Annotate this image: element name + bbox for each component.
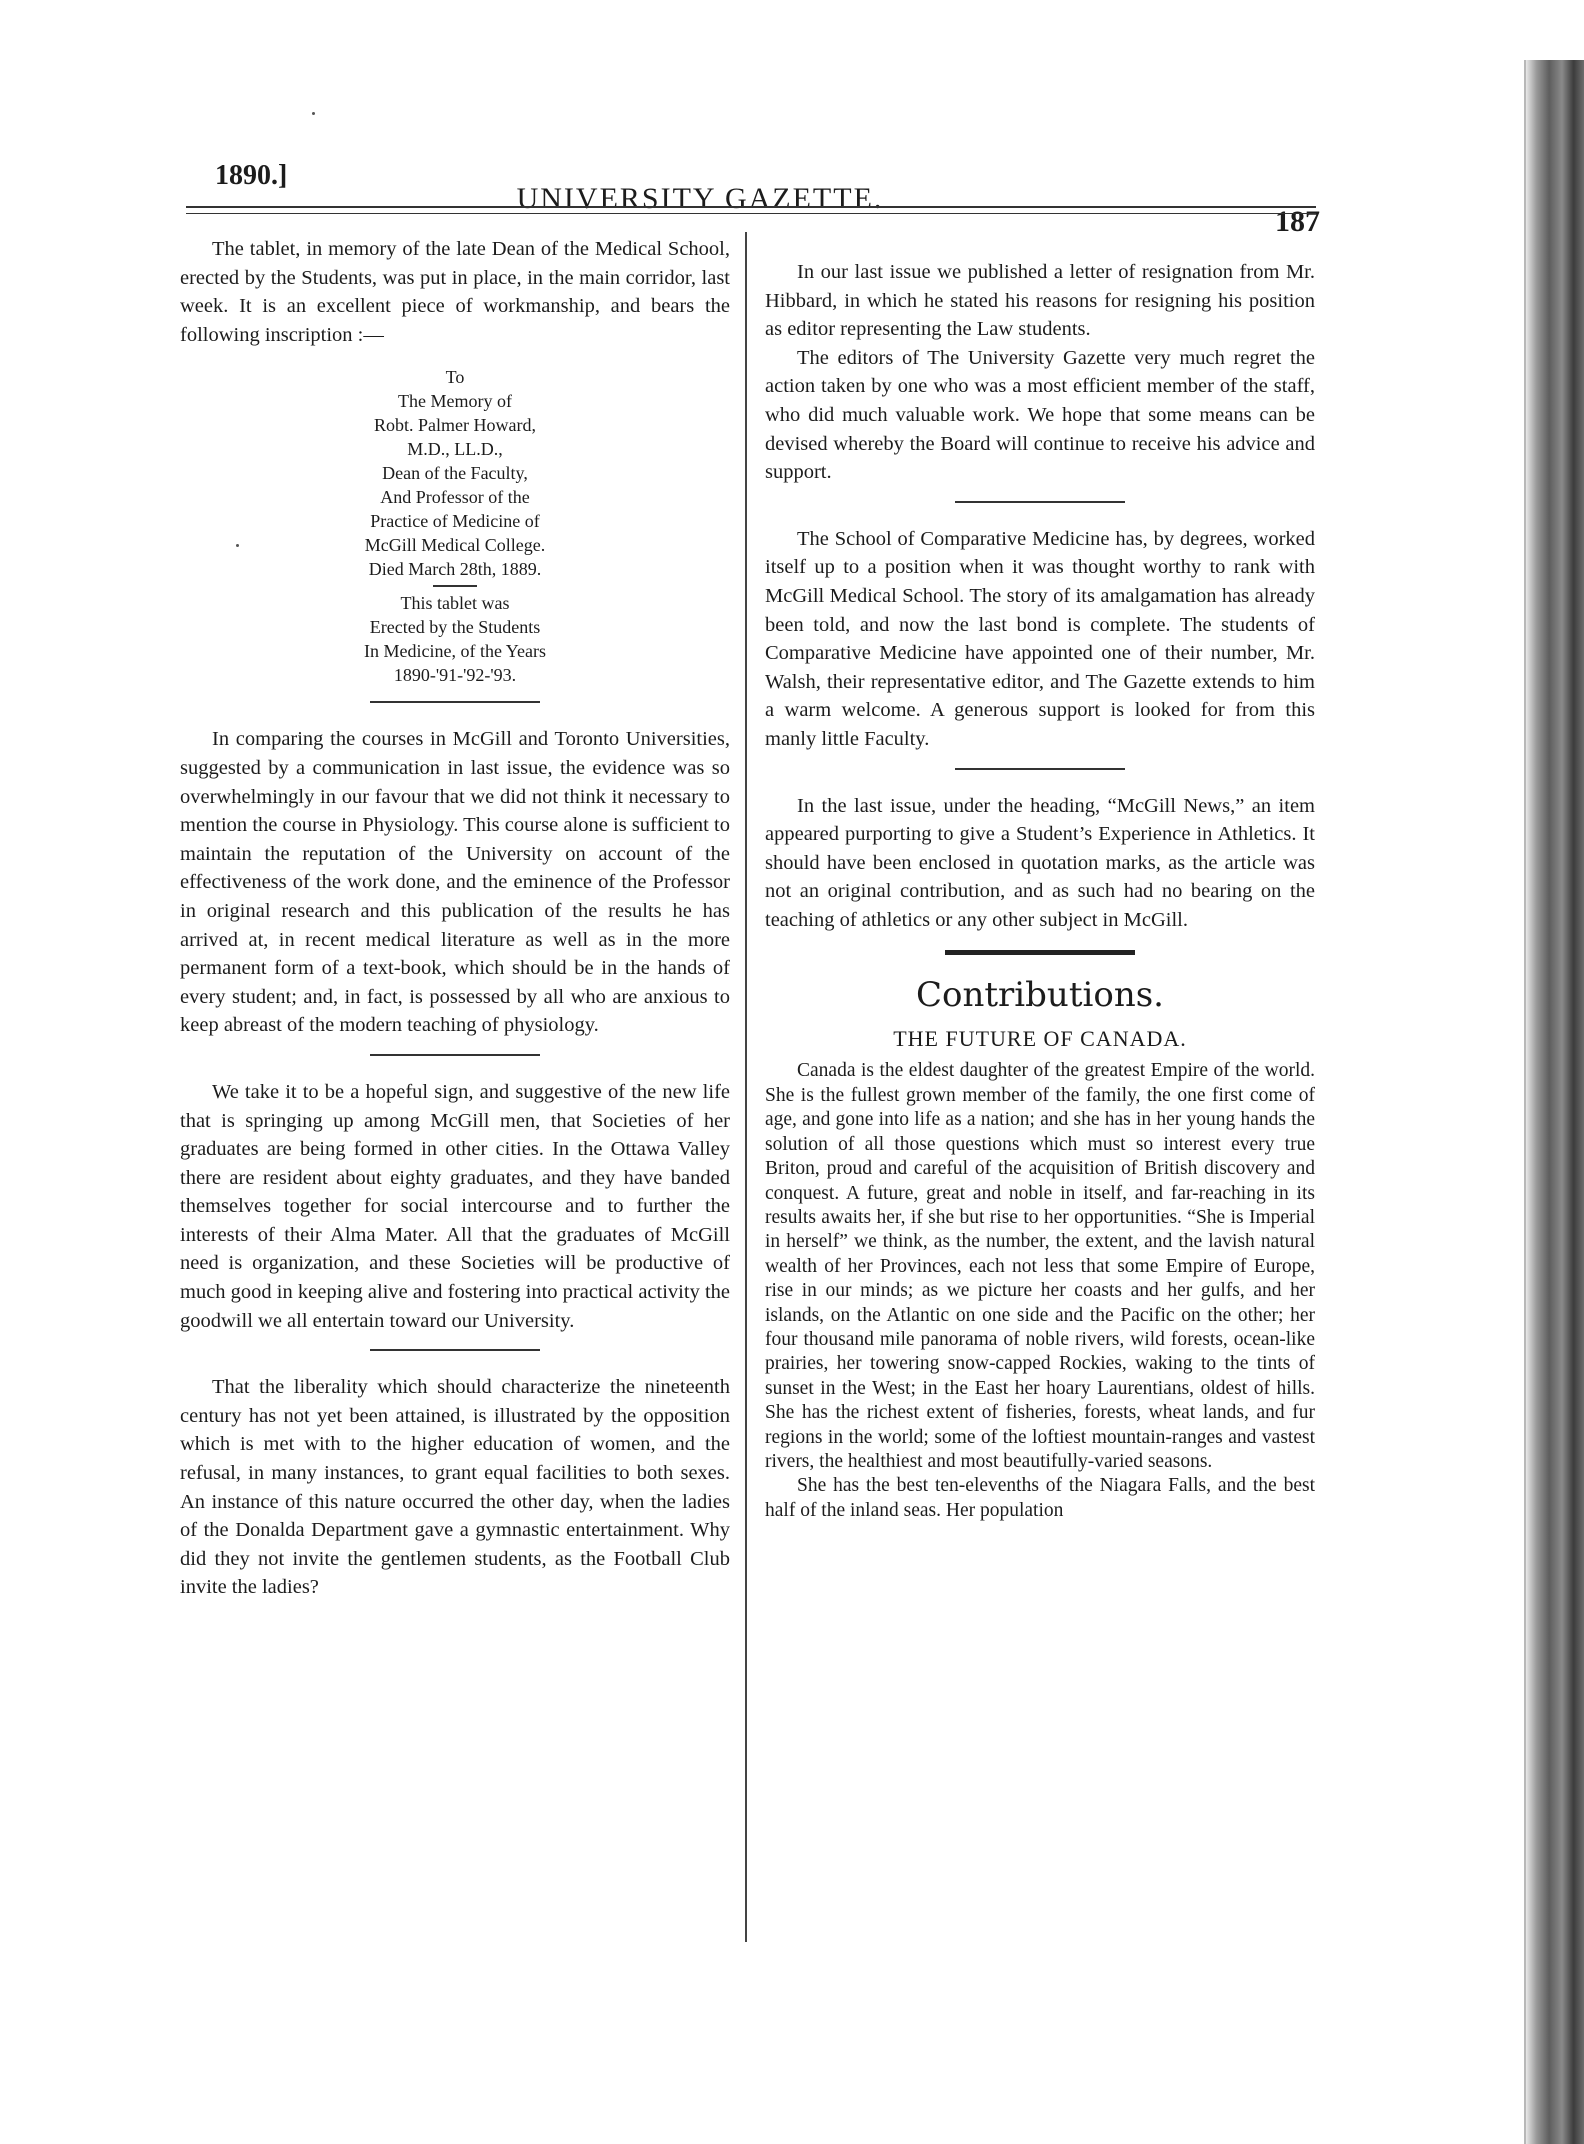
section-rule — [370, 1349, 540, 1351]
contributions-heading: Contributions. — [916, 975, 1164, 1016]
column-separator — [745, 232, 747, 1942]
heavy-section-rule — [945, 950, 1135, 955]
inscription-line: The Memory of — [398, 391, 512, 412]
inscription-line: Dean of the Faculty, — [382, 463, 528, 484]
header-title: UNIVERSITY GAZETTE. — [516, 182, 884, 215]
page-header — [180, 160, 1320, 238]
editors-paragraph: The editors of The University Gazette very much regret the action taken by one who was a most efficient member of the staff, who did much valuable work. We hope that some means can be devised whereby the Board will continue to receive his advice and support. — [765, 346, 1315, 484]
article-title: THE FUTURE OF CANADA. — [893, 1026, 1187, 1052]
inscription-line: This tablet was — [400, 593, 510, 614]
inscription-line: Died March 28th, 1889. — [368, 559, 542, 580]
tablet-paragraph: The tablet, in memory of the late Dean of the Medical School, erected by the Students, was put in place, in the main corridor, last week. It is an excellent piece of workmanship, and bears the following inscription :— — [180, 238, 730, 346]
inscription-line: Erected by the Students — [369, 617, 541, 638]
inscription-line: McGill Medical College. — [364, 535, 546, 556]
canada-paragraph: Canada is the eldest daughter of the greatest Empire of the world. She is the fullest grown member of the family, the one first come of age, and gone into life as a nation; and she has in her young hands the solution of all those questions which must so interest every true Briton, proud and careful of the acquisition of British discovery and conquest. A future, great and noble in itself, and far-reaching in its results awaits her, if she but rise to her opportunities. “She is Imperial in herself” we think, as the number, the extent, and the lavish natural wealth of her Provinces, each not less that some Empire of Europe, rise in our minds; as we picture her coasts and her gulfs, and her islands, on the Atlantic on one side and the Pacific on the other; her four thousand mile panorama of noble rivers, wild forests, ocean-like prairies, her towering snow-capped Rockies, waking to the tints of sunset in the West; in the East her hoary Laurentians, oldest of hills. She has the richest extent of fisheries, forests, wheat lands, and fur regions in the world; some of the loftiest mountain-ranges and vastest rivers, the healthiest and most beautifully-varied seasons. — [765, 1060, 1315, 1472]
page-number: 187 — [1275, 205, 1320, 238]
section-rule — [370, 1054, 540, 1056]
inscription-rule — [433, 585, 477, 587]
section-rule — [955, 501, 1125, 503]
comparing-paragraph: In comparing the courses in McGill and Toronto Universities, suggested by a communication in last issue, the evidence was so overwhelmingly in our favour that we did not think it necessary to mention the course in Physiology. This course alone is sufficient to maintain the reputation of the University on account of the effectiveness of the work done, and the eminence of the Professor in original research and this publication of the results he has arrived at, in recent medical literature as well as in the more permanent form of a text-book, which should be in the hands of every student; and, in fact, is possessed by all who are anxious to keep abreast of the modern teaching of physiology. — [180, 728, 730, 1037]
left-column — [180, 235, 730, 1616]
inscription-line: And Professor of the — [380, 487, 530, 508]
comparative-paragraph: The School of Comparative Medicine has, by degrees, worked itself up to a position when it was thought worthy to rank with McGill Medical School. The story of its amalgamation has already been told, and now the last bond is complete. The students of Comparative Medicine have appointed one of their number, Mr. Walsh, their representative editor, and The Gazette extends to him a warm welcome. A generous support is looked for from this manly little Faculty. — [765, 527, 1315, 750]
header-rule — [186, 206, 1316, 214]
inscription-line: 1890-'91-'92-'93. — [393, 665, 517, 686]
hopeful-paragraph: We take it to be a hopeful sign, and suggestive of the new life that is springing up among McGill men, that Societies of her graduates are being formed in other cities. In the Ottawa Valley there are resident about eighty graduates, and they have banded themselves together for social intercourse and to further the interests of their Alma Mater. All that the graduates of McGill need is organization, and these Societies will be productive of much good in keeping alive and fostering into practical activity the goodwill we all entertain toward our University. — [180, 1080, 730, 1332]
inscription-part-1 — [180, 365, 730, 581]
tablet-inscription — [180, 365, 730, 687]
news-paragraph: In the last issue, under the heading, “McGill News,” an item appeared purporting to give a Student’s Experience in Athletics. It should have been enclosed in quotation marks, as the article was not an original contribution, and as such had no bearing on the teaching of athletics or any other subject in McGill. — [765, 794, 1315, 931]
inscription-line: In Medicine, of the Years — [364, 641, 546, 662]
liberality-paragraph: That the liberality which should characterize the nineteenth century has not yet been attained, is illustrated by the opposition which is met with to the higher education of women, and the refusal, in many instances, to grant equal facilities to both sexes. An instance of this nature occurred the other day, when the ladies of the Donalda Department gave a gymnastic entertainment. Why did they not invite the gentlemen students, as the Football Club invite the ladies? — [180, 1376, 730, 1599]
inscription-line: Practice of Medicine of — [370, 511, 540, 532]
section-rule — [955, 768, 1125, 770]
article-body — [765, 1059, 1315, 1523]
inscription-line: Robt. Palmer Howard, — [374, 415, 536, 436]
niagara-paragraph: She has the best ten-elevenths of the Niagara Falls, and the best half of the inland seas. Her population — [765, 1475, 1315, 1521]
right-column — [765, 258, 1315, 1537]
resignation-paragraph: In our last issue we published a letter of resignation from Mr. Hibbard, in which he stated his reasons for resigning his position as editor representing the Law students. — [765, 261, 1315, 341]
book-binding — [1526, 60, 1584, 2144]
inscription-line: M.D., LL.D., — [407, 439, 503, 460]
inscription-part-2 — [180, 591, 730, 687]
section-rule — [370, 701, 540, 703]
inscription-line: To — [445, 367, 465, 388]
paper-speck — [312, 112, 315, 115]
header-year: 1890.] — [215, 160, 288, 191]
